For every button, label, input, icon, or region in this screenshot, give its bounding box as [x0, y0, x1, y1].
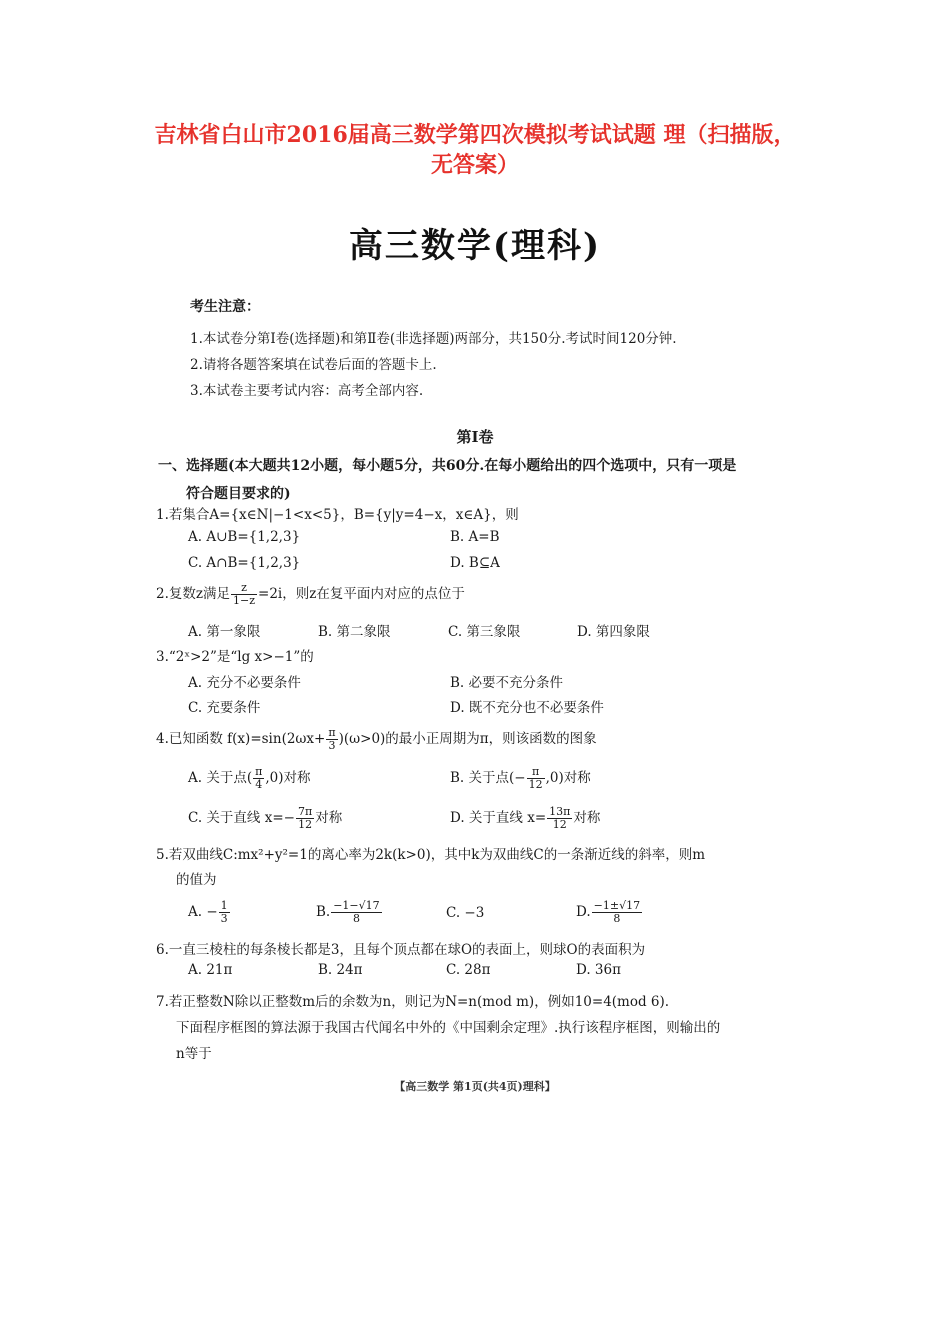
question-3-option-a: A. 充分不必要条件 — [188, 675, 301, 691]
document-title-line1: 吉林省白山市2016届高三数学第四次模拟考试试题 理（扫描版， — [154, 122, 796, 148]
question-5-stem-line1: 5.若双曲线C:mx²+y²=1的离心率为2k(k>0)，其中k为双曲线C的一条渐近线的斜率，则m — [156, 847, 706, 863]
notice-block — [190, 296, 677, 404]
option-prefix: A. − — [188, 904, 218, 920]
section-heading-line2: 符合题目要求的) — [186, 486, 291, 502]
option-suffix: 对称 — [315, 810, 343, 826]
volume-title: 第Ⅰ卷 — [456, 428, 494, 446]
question-2-stem — [156, 582, 465, 607]
question-4-fraction — [326, 727, 337, 752]
question-7-line1: 7.若正整数N除以正整数m后的余数为n，则记为N=n(mod m)，例如10=4(mod 6). — [156, 994, 670, 1010]
option-prefix: D. — [576, 904, 591, 920]
question-3-option-d: D. 既不充分也不必要条件 — [450, 700, 604, 716]
option-prefix: C. 关于直线 x=− — [188, 810, 295, 826]
question-3-stem: 3.“2ˣ>2”是“lg x>−1”的 — [156, 649, 314, 665]
fraction-denominator: 12 — [528, 778, 543, 791]
option-fraction — [296, 806, 314, 831]
question-5-option-c: C. −3 — [446, 905, 485, 921]
question-4-option-a — [188, 766, 311, 791]
fraction-numerator: 7π — [297, 805, 313, 818]
question-6-option-a: A. 21π — [188, 962, 233, 978]
question-6-option-d: D. 36π — [576, 962, 621, 978]
fraction-numerator: π — [255, 765, 263, 778]
exam-heading: 高三数学(理科) — [348, 226, 602, 266]
question-1-option-a: A. A∪B={1,2,3} — [188, 529, 301, 545]
option-suffix: ,0)对称 — [265, 770, 311, 786]
question-2-option-a: A. 第一象限 — [188, 624, 261, 640]
option-fraction — [527, 766, 545, 791]
option-prefix: D. 关于直线 x= — [450, 810, 547, 826]
notice-item: 3.本试卷主要考试内容：高考全部内容. — [190, 383, 424, 399]
question-6-option-c: C. 28π — [446, 962, 491, 978]
fraction-numerator: 13π — [549, 805, 571, 818]
question-7-line2: 下面程序框图的算法源于我国古代闻名中外的《中国剩余定理》.执行该程序框图，则输出的 — [176, 1020, 721, 1036]
fraction-denominator: 3 — [328, 739, 336, 752]
notice-item: 1.本试卷分第Ⅰ卷(选择题)和第Ⅱ卷(非选择题)两部分，共150分.考试时间120分钟. — [190, 331, 677, 347]
question-2-stem-pre: 2.复数z满足 — [156, 586, 230, 602]
document-title-line2: 无答案） — [430, 152, 519, 178]
document-title — [0, 120, 950, 180]
question-3-option-b: B. 必要不充分条件 — [450, 675, 564, 691]
option-fraction — [253, 766, 264, 791]
notice-item: 2.请将各题答案填在试卷后面的答题卡上. — [190, 357, 437, 373]
fraction-denominator: 12 — [552, 818, 567, 831]
fraction-denominator: 4 — [255, 778, 263, 791]
fraction-numerator: z — [231, 582, 257, 595]
question-4-stem-post: )(ω>0)的最小正周期为π，则该函数的图象 — [338, 731, 597, 747]
question-1-option-c: C. A∩B={1,2,3} — [188, 555, 301, 571]
question-2-option-d: D. 第四象限 — [577, 624, 650, 640]
question-2-option-b: B. 第二象限 — [318, 624, 391, 640]
question-4-stem — [156, 727, 597, 752]
fraction-denominator: 8 — [613, 912, 621, 925]
option-prefix: B. 关于点(− — [450, 770, 526, 786]
fraction-numerator: −1±√17 — [593, 899, 641, 912]
fraction-denominator: 1−z — [233, 594, 256, 607]
question-5-option-a — [188, 900, 231, 925]
section-heading — [158, 452, 778, 508]
question-3-option-c: C. 充要条件 — [188, 700, 261, 716]
option-suffix: 对称 — [573, 810, 601, 826]
fraction-denominator: 8 — [352, 912, 360, 925]
question-7-line3: n等于 — [176, 1046, 212, 1062]
question-4-option-d — [450, 806, 600, 831]
fraction-numerator: π — [527, 766, 545, 779]
fraction-denominator: 3 — [220, 912, 228, 925]
question-4-option-c — [188, 806, 342, 831]
question-5-stem-line2: 的值为 — [176, 872, 217, 888]
fraction-denominator: 12 — [298, 818, 313, 831]
question-5-option-d — [576, 900, 643, 925]
question-4-stem-pre: 4.已知函数 f(x)=sin(2ωx+ — [156, 731, 326, 747]
question-5-option-b — [316, 900, 383, 925]
question-4-option-b — [450, 766, 591, 791]
option-fraction — [547, 806, 572, 831]
section-heading-line1: 一、选择题(本大题共12小题，每小题5分，共60分.在每小题给出的四个选项中，只有一项是 — [158, 458, 737, 474]
question-1-stem: 1.若集合A={x∈N|−1<x<5}，B={y|y=4−x，x∈A}，则 — [156, 507, 519, 523]
page-footer: 【高三数学 第1页(共4页)理科】 — [394, 1080, 556, 1093]
notice-title: 考生注意： — [190, 299, 260, 315]
question-1-option-b: B. A=B — [450, 529, 500, 545]
option-suffix: ,0)对称 — [545, 770, 591, 786]
question-2-option-c: C. 第三象限 — [448, 624, 521, 640]
option-fraction — [331, 900, 381, 925]
question-6-option-b: B. 24π — [318, 962, 363, 978]
question-2-stem-post: =2i，则z在复平面内对应的点位于 — [258, 586, 465, 602]
question-6-stem: 6.一直三棱柱的每条棱长都是3，且每个顶点都在球O的表面上，则球O的表面积为 — [156, 942, 646, 958]
option-fraction — [219, 900, 230, 925]
option-prefix: B. — [316, 904, 331, 920]
option-fraction — [592, 900, 642, 925]
fraction-numerator: π — [328, 726, 336, 739]
question-2-fraction — [231, 582, 257, 607]
question-1-option-d: D. B⊆A — [450, 555, 500, 571]
fraction-numerator: 1 — [220, 899, 228, 912]
option-prefix: A. 关于点( — [188, 770, 253, 786]
fraction-numerator: −1−√17 — [333, 899, 380, 912]
